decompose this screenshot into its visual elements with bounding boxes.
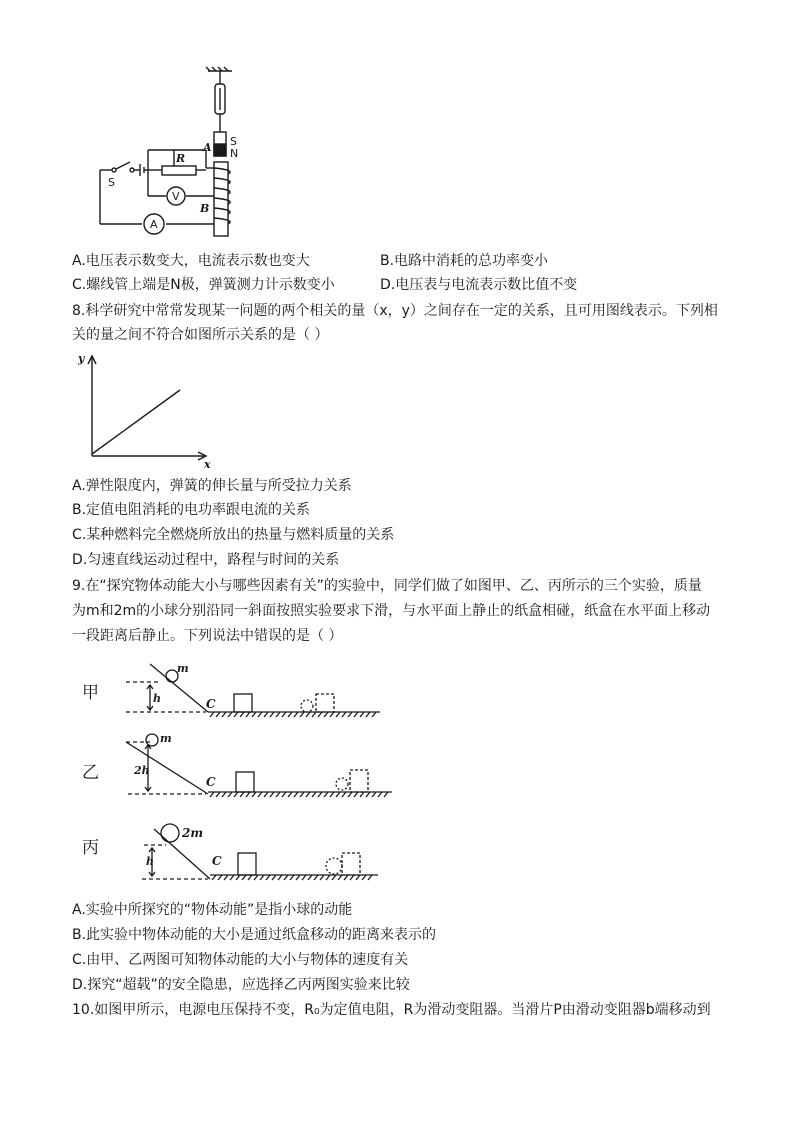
q8-stem-line1: 8.科学研究中常常发现某一问题的两个相关的量（x，y）之间存在一定的关系，且可用图线表示。下列相 <box>72 303 718 319</box>
bing-label: 丙 <box>82 838 99 858</box>
q8-stem-line2: 关的量之间不符合如图所示关系的是（ ） <box>72 327 329 343</box>
solenoid-label: B <box>200 202 210 215</box>
yi-label: 乙 <box>82 763 99 783</box>
jia-label: 甲 <box>82 683 99 703</box>
yi-mass-label: m <box>160 732 172 745</box>
north-pole-label: N <box>230 147 239 160</box>
q7-option-d: D.电压表与电流表示数比值不变 <box>380 277 578 293</box>
jia-point-label: C <box>206 697 216 711</box>
q9-option-b: B.此实验中物体动能的大小是通过纸盒移动的距离来表示的 <box>72 927 437 943</box>
ammeter-label: A <box>150 218 158 231</box>
q7-option-a: A.电压表示数变大，电流表示数也变大 <box>72 253 310 269</box>
jia-height-label: h <box>153 692 161 705</box>
q9-stem-line2: 为m和2m的小球分别沿同一斜面按照实验要求下滑，与水平面上静止的纸盒相碰，纸盒在水平面上移动 <box>72 603 711 619</box>
q8-option-b: B.定值电阻消耗的电功率跟电流的关系 <box>72 502 311 518</box>
q8-option-d: D.匀速直线运动过程中，路程与时间的关系 <box>72 552 340 568</box>
q10-stem-line1: 10.如图甲所示，电源电压保持不变，R₀为定值电阻，R为滑动变阻器。当滑片P由滑动变阻器b端移动到 <box>72 1002 711 1018</box>
voltmeter-label: V <box>172 190 180 203</box>
q9-figure-yi <box>80 730 400 802</box>
bing-point-label: C <box>212 854 222 868</box>
magnet-label: A <box>203 141 212 154</box>
switch-label: S <box>108 176 115 189</box>
q9-option-d: D.探究“超载”的安全隐患，应选择乙丙两图实验来比较 <box>72 977 410 993</box>
rheostat-label: R <box>176 152 186 165</box>
q9-option-c: C.由甲、乙两图可知物体动能的大小与物体的速度有关 <box>72 952 409 968</box>
x-axis-label: x <box>204 458 211 471</box>
q8-graph <box>76 350 216 470</box>
q8-option-a: A.弹性限度内，弹簧的伸长量与所受拉力关系 <box>72 478 352 494</box>
q9-figure-bing <box>80 815 390 885</box>
q7-circuit-figure <box>90 66 250 241</box>
yi-height-label: 2h <box>134 764 150 777</box>
bing-mass-label: 2m <box>182 826 204 840</box>
yi-point-label: C <box>206 775 216 789</box>
q7-option-c: C.螺线管上端是N极，弹簧测力计示数变小 <box>72 277 335 293</box>
jia-mass-label: m <box>177 662 189 675</box>
q9-stem-line3: 一段距离后静止。下列说法中错误的是（ ） <box>72 628 343 644</box>
y-axis-label: y <box>78 352 85 365</box>
q9-figure-jia <box>80 660 390 720</box>
q9-option-a: A.实验中所探究的“物体动能”是指小球的动能 <box>72 902 353 918</box>
bing-height-label: h <box>146 855 154 868</box>
q7-option-b: B.电路中消耗的总功率变小 <box>380 253 549 269</box>
q8-option-c: C.某种燃料完全燃烧所放出的热量与燃料质量的关系 <box>72 527 395 543</box>
q9-stem-line1: 9.在“探究物体动能大小与哪些因素有关”的实验中，同学们做了如图甲、乙、丙所示的三个实验，质量 <box>72 578 702 594</box>
south-pole-label: S <box>230 135 237 148</box>
